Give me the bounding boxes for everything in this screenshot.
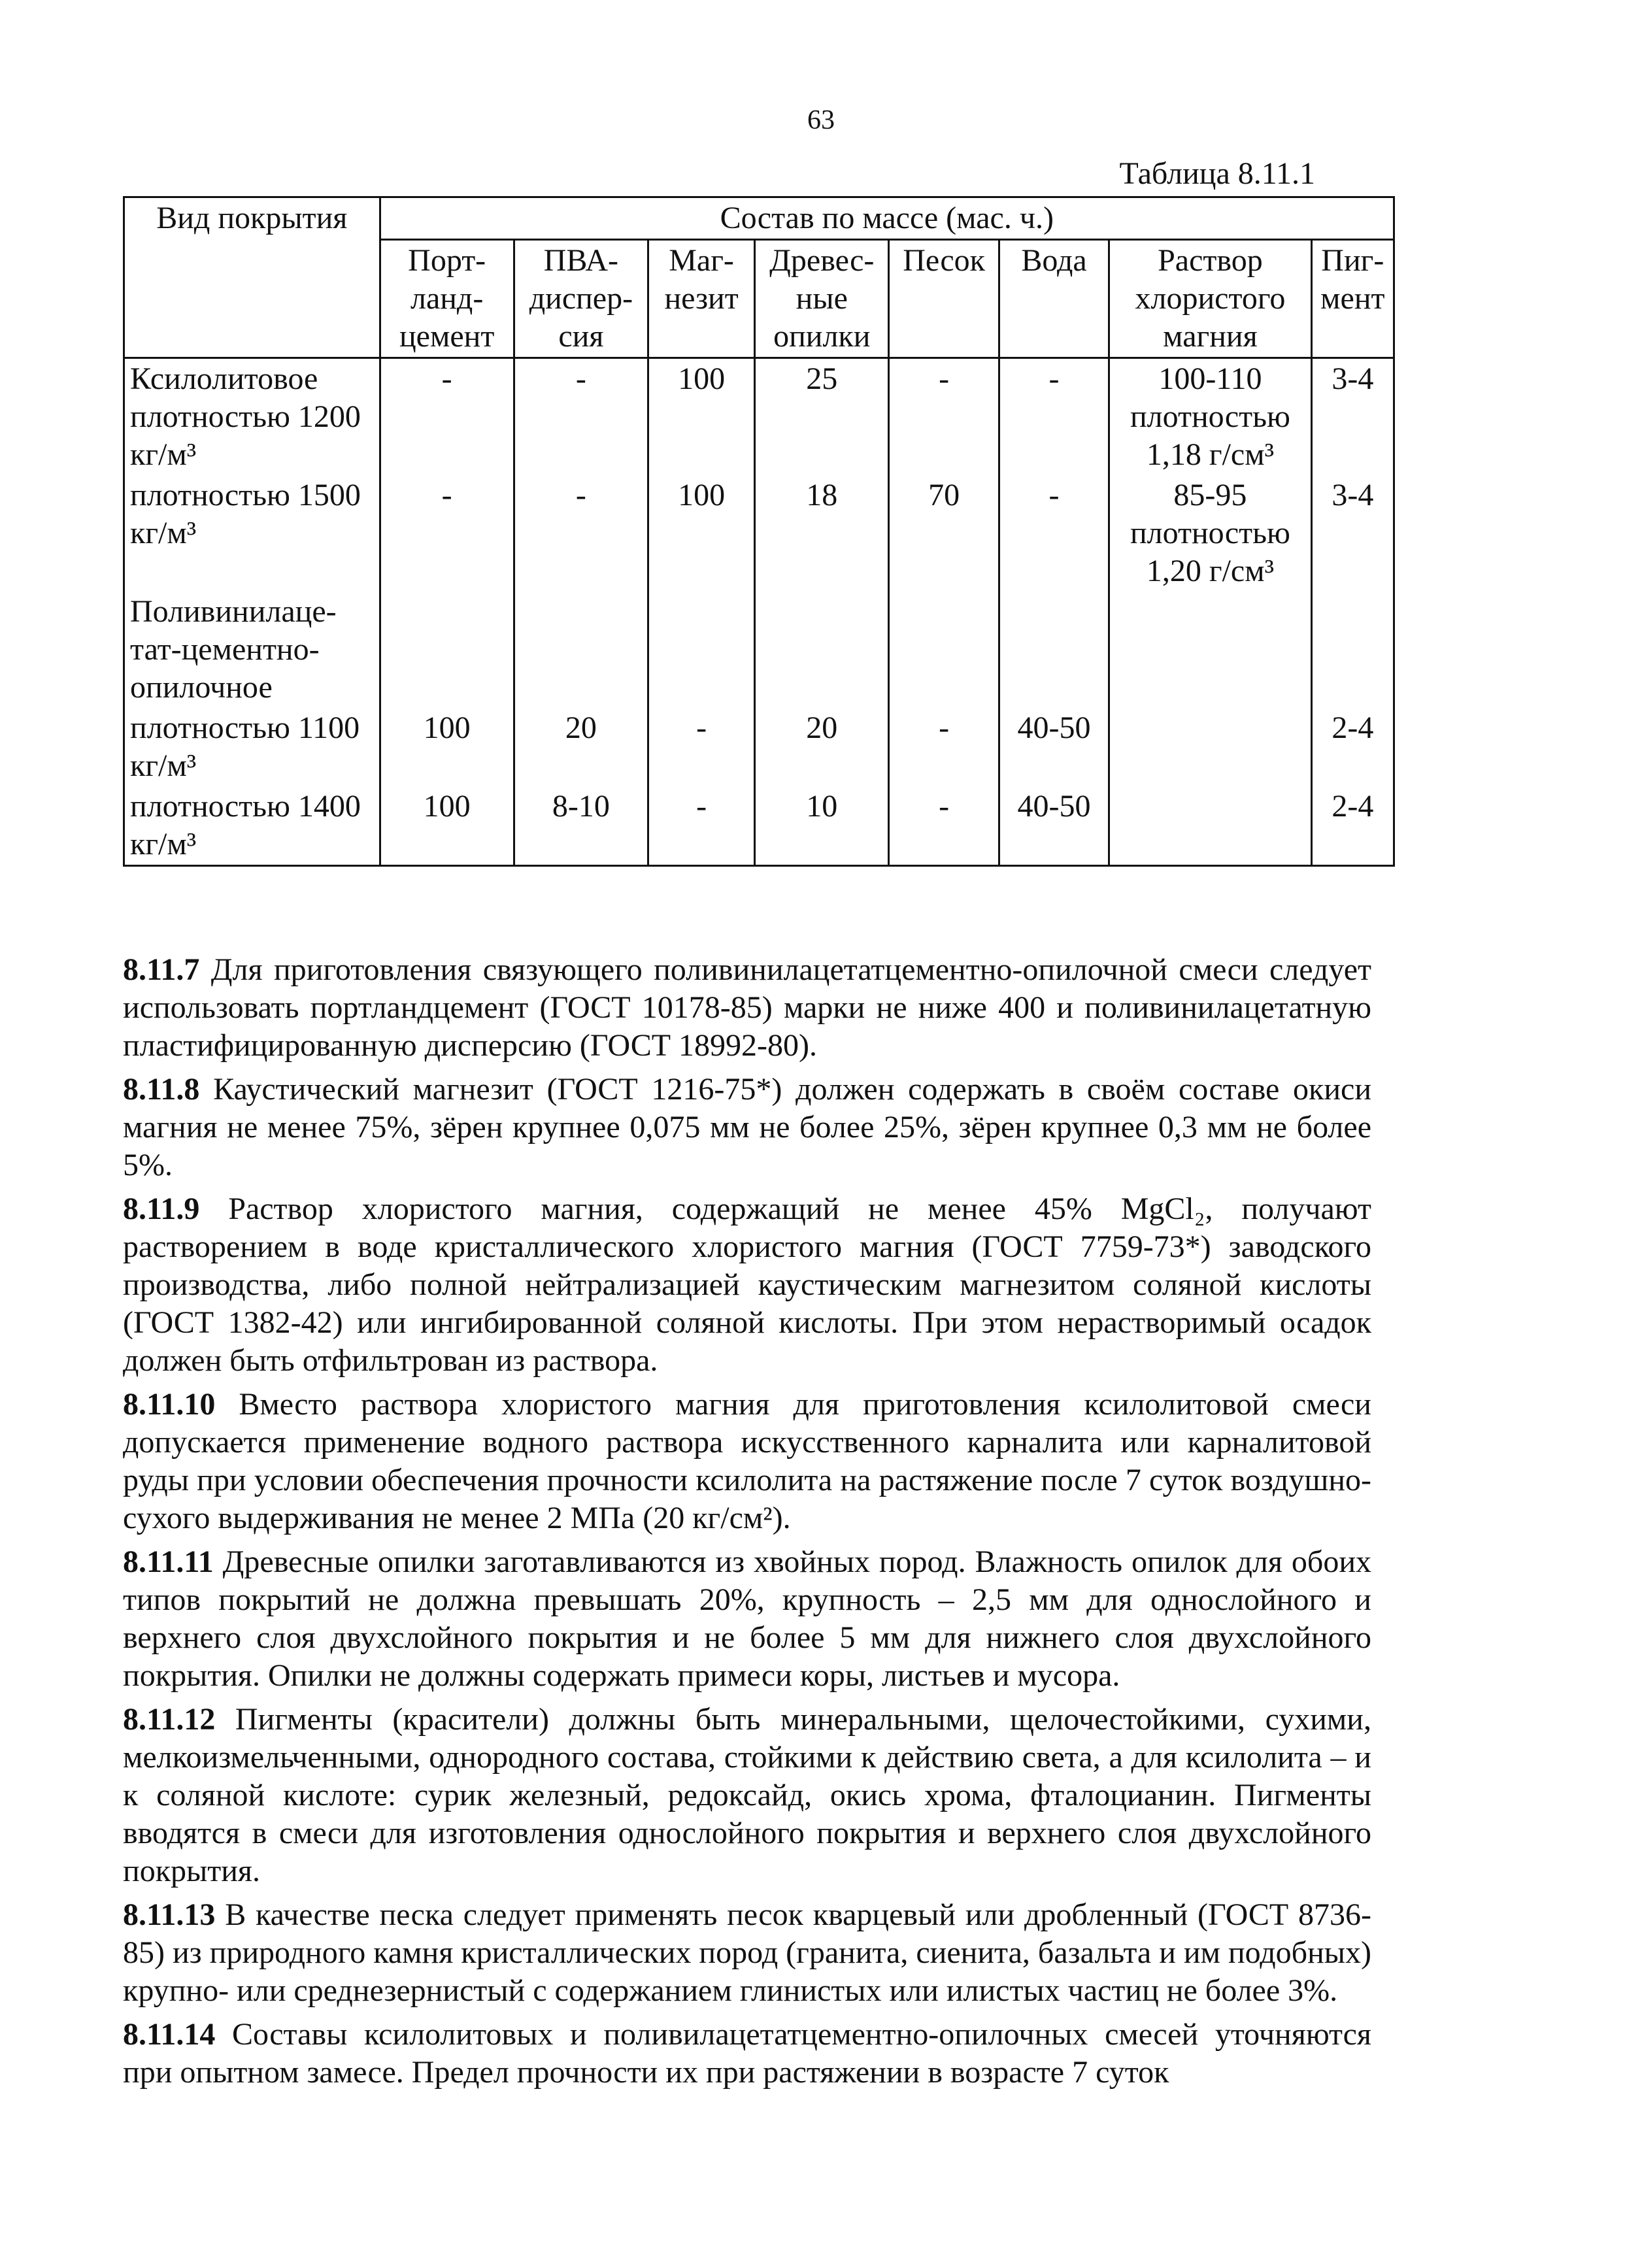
table-cell: 20: [514, 708, 648, 786]
table-row: [124, 786, 1394, 866]
col-header-mgcl-solution: Раствор хлористого магния: [1109, 240, 1311, 358]
paragraph-text: Древесные опилки заготавливаются из хвойных пород. Влажность опилок для обоих типов покрытий не должна превышать 20%, крупность – 2,5 мм для однослойного и верхнего слоя двухслойного покрытия и не более 5 мм для нижнего слоя двухслойного покрытия. Опилки не должны содержать примеси коры, листьев и мусора.: [123, 1544, 1372, 1693]
table-cell: [514, 592, 648, 708]
paragraph-number: 8.11.12: [123, 1702, 216, 1737]
paragraph-number: 8.11.14: [123, 2017, 216, 2052]
table-row: [124, 592, 1394, 708]
composition-table: [123, 196, 1395, 867]
table-cell: [1109, 708, 1311, 786]
table-cell: 100: [648, 475, 755, 592]
col-header-coating-type: Вид покрытия: [124, 197, 380, 358]
paragraph-8-11-9: [123, 1190, 1371, 1380]
table-cell: 2-4: [1311, 786, 1394, 866]
table-row: [124, 708, 1394, 786]
table-cell: -: [889, 708, 999, 786]
col-header-pigment: Пиг-мент: [1311, 240, 1394, 358]
paragraph-8-11-14: [123, 2016, 1371, 2092]
table-cell: 40-50: [999, 786, 1109, 866]
table-cell: -: [889, 358, 999, 476]
table-cell: 100: [380, 708, 514, 786]
col-header-sawdust: Древес-ные опилки: [755, 240, 889, 358]
col-header-cement: Порт-ланд-цемент: [380, 240, 514, 358]
paragraph-text: Каустический магнезит (ГОСТ 1216-75*) должен содержать в своём составе окиси магния не менее 75%, зёрен крупнее 0,075 мм не более 25%, зёрен крупнее 0,3 мм не более 5%.: [123, 1072, 1372, 1182]
table-cell: -: [380, 475, 514, 592]
page-number: 63: [807, 105, 835, 135]
paragraph-8-11-13: [123, 1896, 1371, 2010]
table-cell: 8-10: [514, 786, 648, 866]
paragraph-text: Раствор хлористого магния, содержащий не менее 45% MgCl₂, получают растворением в воде кристаллического хлористого магния (ГОСТ 7759-73*) заводского производства, либо полной нейтрализацией каустическим магнезитом соляной кислоты (ГОСТ 1382-42) или ингибированной соляной кислоты. При этом нерастворимый осадок должен быть отфильтрован из раствора.: [123, 1192, 1372, 1378]
table-cell: [755, 592, 889, 708]
table-cell: 100: [380, 786, 514, 866]
row-label: Ксилолитовое плотностью 1200 кг/м³: [124, 358, 380, 476]
paragraph-8-11-10: [123, 1386, 1371, 1537]
paragraph-number: 8.11.8: [123, 1072, 200, 1107]
table-cell: [999, 592, 1109, 708]
table-cell: -: [648, 708, 755, 786]
paragraph-8-11-11: [123, 1543, 1371, 1695]
paragraph-text: Для приготовления связующего поливинилацетатцементно-опилочной смеси следует использовать портландцемент (ГОСТ 10178-85) марки не ниже 400 и поливинилацетатную пластифицированную дисперсию (ГОСТ 18992-80).: [123, 952, 1371, 1063]
table-cell: 3-4: [1311, 475, 1394, 592]
col-group-header: Состав по массе (мас. ч.): [380, 197, 1394, 240]
table-cell: 20: [755, 708, 889, 786]
table-cell: 85-95 плотностью 1,20 г/см³: [1109, 475, 1311, 592]
row-label: плотностью 1400 кг/м³: [124, 786, 380, 866]
paragraph-8-11-7: [123, 951, 1371, 1065]
col-header-pva: ПВА-диспер-сия: [514, 240, 648, 358]
paragraph-text: Составы ксилолитовых и поливилацетатцементно-опилочных смесей уточняются при опытном замесе. Предел прочности их при растяжении в возрасте 7 суток: [123, 2017, 1371, 2090]
body-text: [123, 951, 1371, 2097]
col-header-water: Вода: [999, 240, 1109, 358]
paragraph-text: Пигменты (красители) должны быть минеральными, щелочестойкими, сухими, мелкоизмельченными, однородного состава, стойкими к действию света, а для ксилолита – и к соляной кислоте: сурик железный, редоксайд, окись хрома, фталоцианин. Пигменты вводятся в смеси для изготовления однослойного покрытия и верхнего слоя двухслойного покрытия.: [123, 1702, 1371, 1888]
col-header-magnesite: Маг-незит: [648, 240, 755, 358]
table-cell: 2-4: [1311, 708, 1394, 786]
table-cell: 10: [755, 786, 889, 866]
table-cell: 40-50: [999, 708, 1109, 786]
paragraph-number: 8.11.11: [123, 1544, 214, 1579]
paragraph-8-11-8: [123, 1071, 1371, 1184]
table-cell: 70: [889, 475, 999, 592]
table-cell: -: [999, 358, 1109, 476]
paragraph-number: 8.11.7: [123, 952, 200, 987]
table-row: [124, 475, 1394, 592]
table-row: [124, 358, 1394, 476]
table-cell: 100-110 плотностью 1,18 г/см³: [1109, 358, 1311, 476]
table-cell: 18: [755, 475, 889, 592]
table-cell: [1109, 786, 1311, 866]
table-cell: -: [380, 358, 514, 476]
table-cell: -: [648, 786, 755, 866]
paragraph-text: В качестве песка следует применять песок кварцевый или дробленный (ГОСТ 8736-85) из природного камня кристаллических пород (гранита, сиенита, базальта и им подобных) крупно- или среднезернистый с содержанием глинистых или илистых частиц не более 3%.: [123, 1897, 1372, 2008]
paragraph-number: 8.11.9: [123, 1192, 200, 1226]
table-cell: -: [889, 786, 999, 866]
row-label: плотностью 1500 кг/м³: [124, 475, 380, 592]
paragraph-8-11-12: [123, 1701, 1371, 1890]
table-cell: [1311, 592, 1394, 708]
table-cell: -: [999, 475, 1109, 592]
table-cell: 100: [648, 358, 755, 476]
row-label: плотностью 1100 кг/м³: [124, 708, 380, 786]
table-cell: [1109, 592, 1311, 708]
table-cell: -: [514, 358, 648, 476]
table-cell: [648, 592, 755, 708]
paragraph-number: 8.11.10: [123, 1387, 216, 1422]
paragraph-number: 8.11.13: [123, 1897, 216, 1932]
table-caption: Таблица 8.11.1: [1119, 156, 1315, 191]
paragraph-text: Вместо раствора хлористого магния для приготовления ксилолитовой смеси допускается применение водного раствора искусственного карналита или карналитовой руды при условии обеспечения прочности ксилолита на растяжение после 7 суток воздушно-сухого выдерживания не менее 2 МПа (20 кг/см²).: [123, 1387, 1371, 1535]
col-header-sand: Песок: [889, 240, 999, 358]
table-cell: [380, 592, 514, 708]
table-cell: 25: [755, 358, 889, 476]
row-label: Поливинилаце-тат-цементно-опилочное: [124, 592, 380, 708]
table-cell: [889, 592, 999, 708]
table-cell: 3-4: [1311, 358, 1394, 476]
table-cell: -: [514, 475, 648, 592]
